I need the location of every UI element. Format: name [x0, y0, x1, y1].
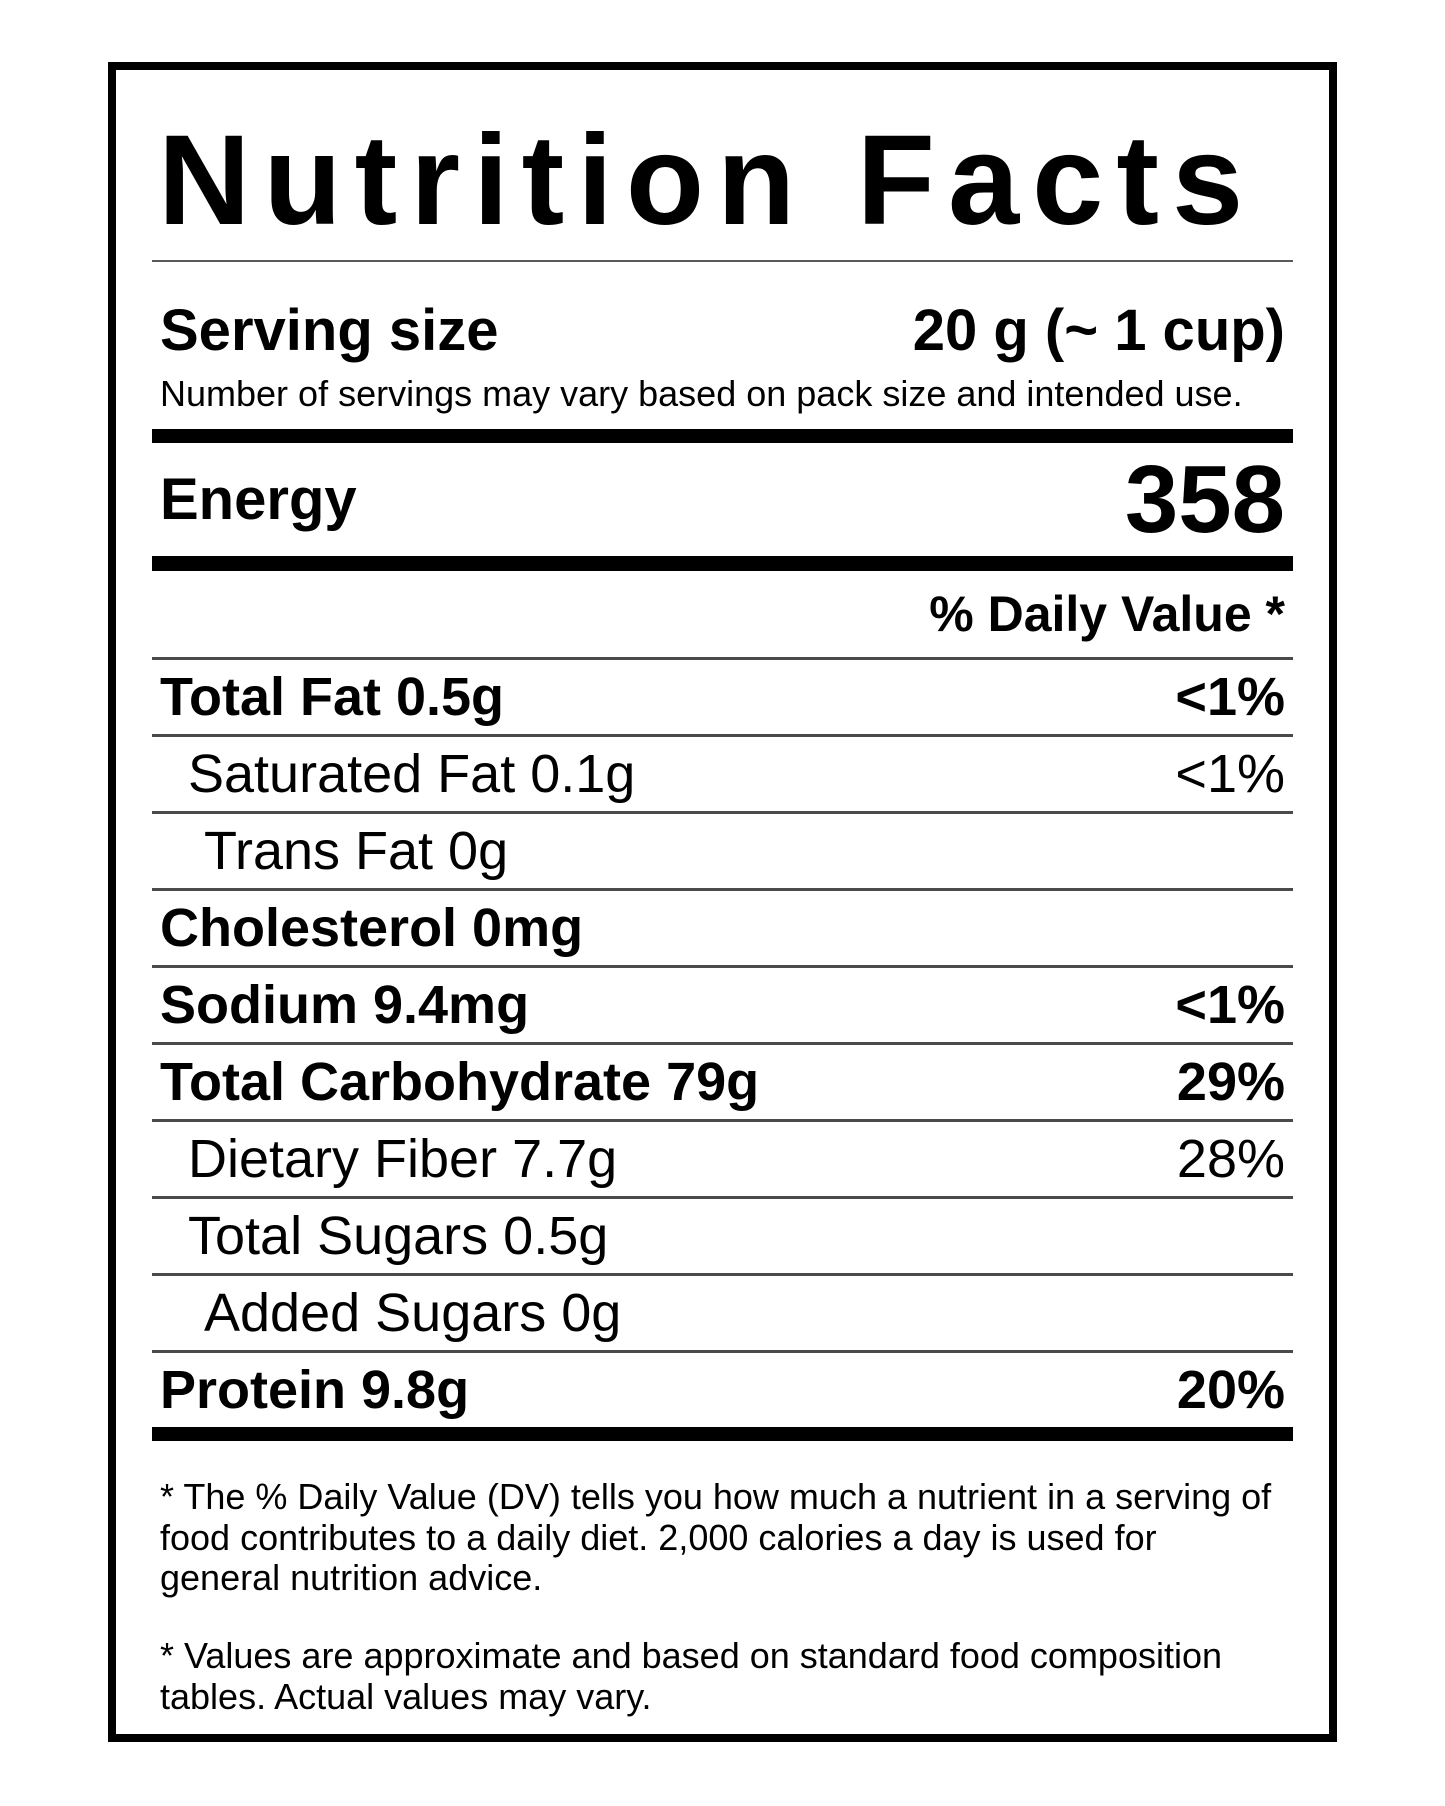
energy-row	[152, 443, 1293, 556]
footnote-daily-value: * The % Daily Value (DV) tells you how much a nutrient in a serving of food contributes to a daily diet. 2,000 calories a day is used for general nutrition advice.	[160, 1476, 1272, 1599]
nutrient-name: Saturated Fat 0.1g	[188, 744, 636, 805]
nutrient-row	[152, 1350, 1293, 1427]
nutrient-row	[152, 888, 1293, 965]
nutrient-name: Added Sugars 0g	[204, 1283, 622, 1344]
nutrient-name: Protein 9.8g	[160, 1360, 470, 1421]
nutrient-name: Cholesterol 0mg	[160, 898, 584, 959]
nutrient-row	[152, 1196, 1293, 1273]
serving-note: Number of servings may vary based on pack size and intended use.	[160, 373, 1243, 414]
nutrient-row	[152, 1042, 1293, 1119]
nutrient-daily-value: 29%	[1176, 1052, 1285, 1113]
daily-value-header: % Daily Value *	[929, 586, 1285, 643]
thick-divider-top	[152, 429, 1293, 443]
footnote-approximate-values: * Values are approximate and based on standard food composition tables. Actual values may vary.	[160, 1635, 1223, 1717]
nutrient-row	[152, 965, 1293, 1042]
thick-divider-bottom	[152, 1427, 1293, 1441]
nutrient-name: Total Carbohydrate 79g	[160, 1052, 760, 1113]
energy-value: 358	[1124, 445, 1285, 553]
nutrient-name: Trans Fat 0g	[204, 821, 509, 882]
energy-label: Energy	[160, 466, 357, 532]
serving-size-row	[152, 298, 1293, 363]
label-title: Nutrition Facts	[158, 109, 1257, 252]
nutrient-daily-value: <1%	[1175, 667, 1285, 728]
nutrient-row	[152, 1273, 1293, 1350]
serving-size-label: Serving size	[160, 298, 499, 363]
nutrient-name: Dietary Fiber 7.7g	[188, 1129, 618, 1190]
serving-size-value: 20 g (~ 1 cup)	[912, 298, 1285, 363]
nutrient-row	[152, 734, 1293, 811]
nutrient-row	[152, 660, 1293, 734]
nutrient-daily-value: 20%	[1176, 1360, 1285, 1421]
nutrient-name: Total Fat 0.5g	[160, 667, 505, 728]
nutrient-daily-value: 28%	[1176, 1129, 1285, 1190]
nutrient-name: Total Sugars 0.5g	[188, 1206, 609, 1267]
thick-divider-energy	[152, 556, 1293, 571]
nutrient-daily-value: <1%	[1175, 975, 1285, 1036]
title-divider	[152, 260, 1293, 262]
nutrient-daily-value: <1%	[1175, 744, 1285, 805]
nutrient-row	[152, 811, 1293, 888]
nutrition-facts-label	[108, 62, 1337, 1742]
nutrient-rows-table	[152, 657, 1293, 1427]
nutrient-row	[152, 1119, 1293, 1196]
nutrient-name: Sodium 9.4mg	[160, 975, 530, 1036]
